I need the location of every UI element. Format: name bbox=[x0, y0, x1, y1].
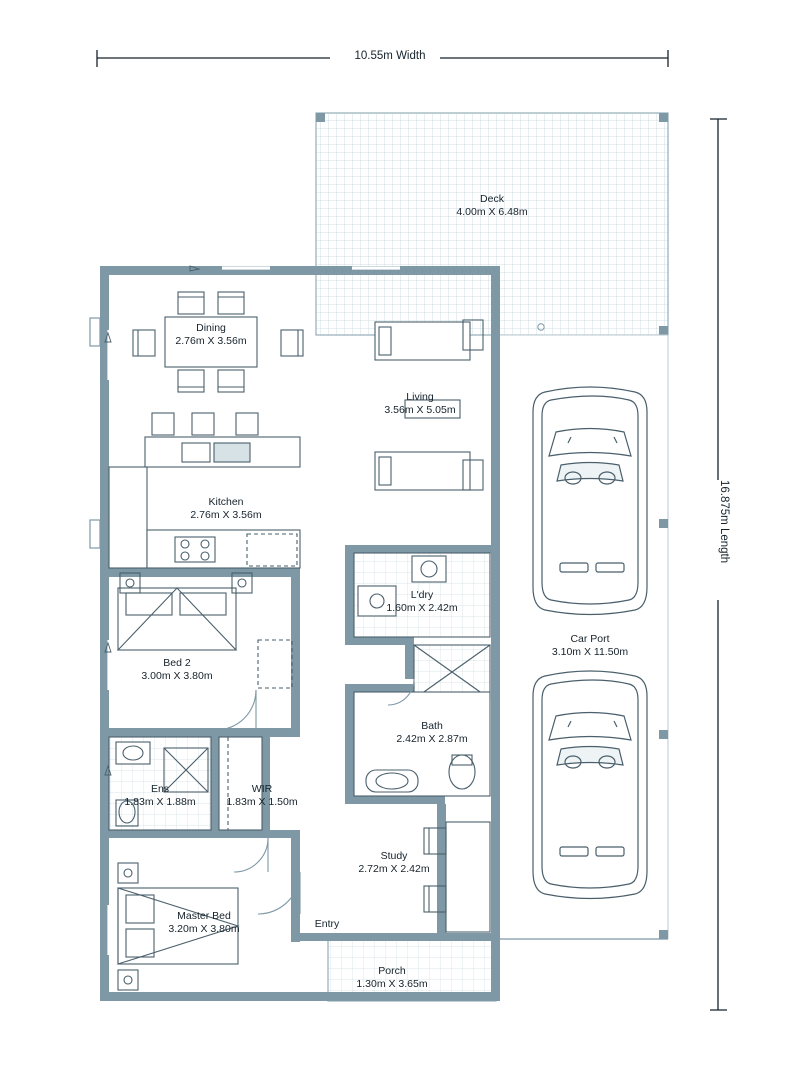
room-label-carport: Car Port 3.10m X 11.50m bbox=[551, 633, 629, 658]
room-label-living: Living 3.56m X 5.05m bbox=[384, 391, 456, 416]
room-label-bed2: Bed 2 3.00m X 3.80m bbox=[141, 657, 213, 682]
room-label-deck: Deck 4.00m X 6.48m bbox=[456, 193, 528, 218]
bed2-furniture bbox=[118, 573, 292, 730]
length-dimension bbox=[710, 119, 727, 1010]
room-label-wir: WIR 1.83m X 1.50m bbox=[226, 783, 298, 808]
room-label-ensuite: Ens 1.83m X 1.88m bbox=[124, 783, 196, 808]
room-label-kitchen: Kitchen 2.76m X 3.56m bbox=[190, 496, 262, 521]
room-label-entry: Entry bbox=[314, 918, 340, 930]
width-dimension-label: 10.55m Width bbox=[354, 50, 426, 62]
room-label-laundry: L'dry 1.60m X 2.42m bbox=[386, 589, 458, 614]
exterior-details bbox=[90, 318, 100, 548]
length-dimension-label: 16.875m Length bbox=[718, 480, 730, 564]
room-label-dining: Dining 2.76m X 3.56m bbox=[175, 322, 247, 347]
room-label-bath: Bath 2.42m X 2.87m bbox=[396, 720, 468, 745]
kitchen-fixtures bbox=[109, 413, 300, 568]
room-label-master-bed: Master Bed 3.20m X 3.80m bbox=[168, 910, 240, 935]
study-furniture bbox=[424, 822, 490, 932]
room-label-porch: Porch 1.30m X 3.65m bbox=[356, 965, 428, 990]
room-label-study: Study 2.72m X 2.42m bbox=[358, 850, 430, 875]
